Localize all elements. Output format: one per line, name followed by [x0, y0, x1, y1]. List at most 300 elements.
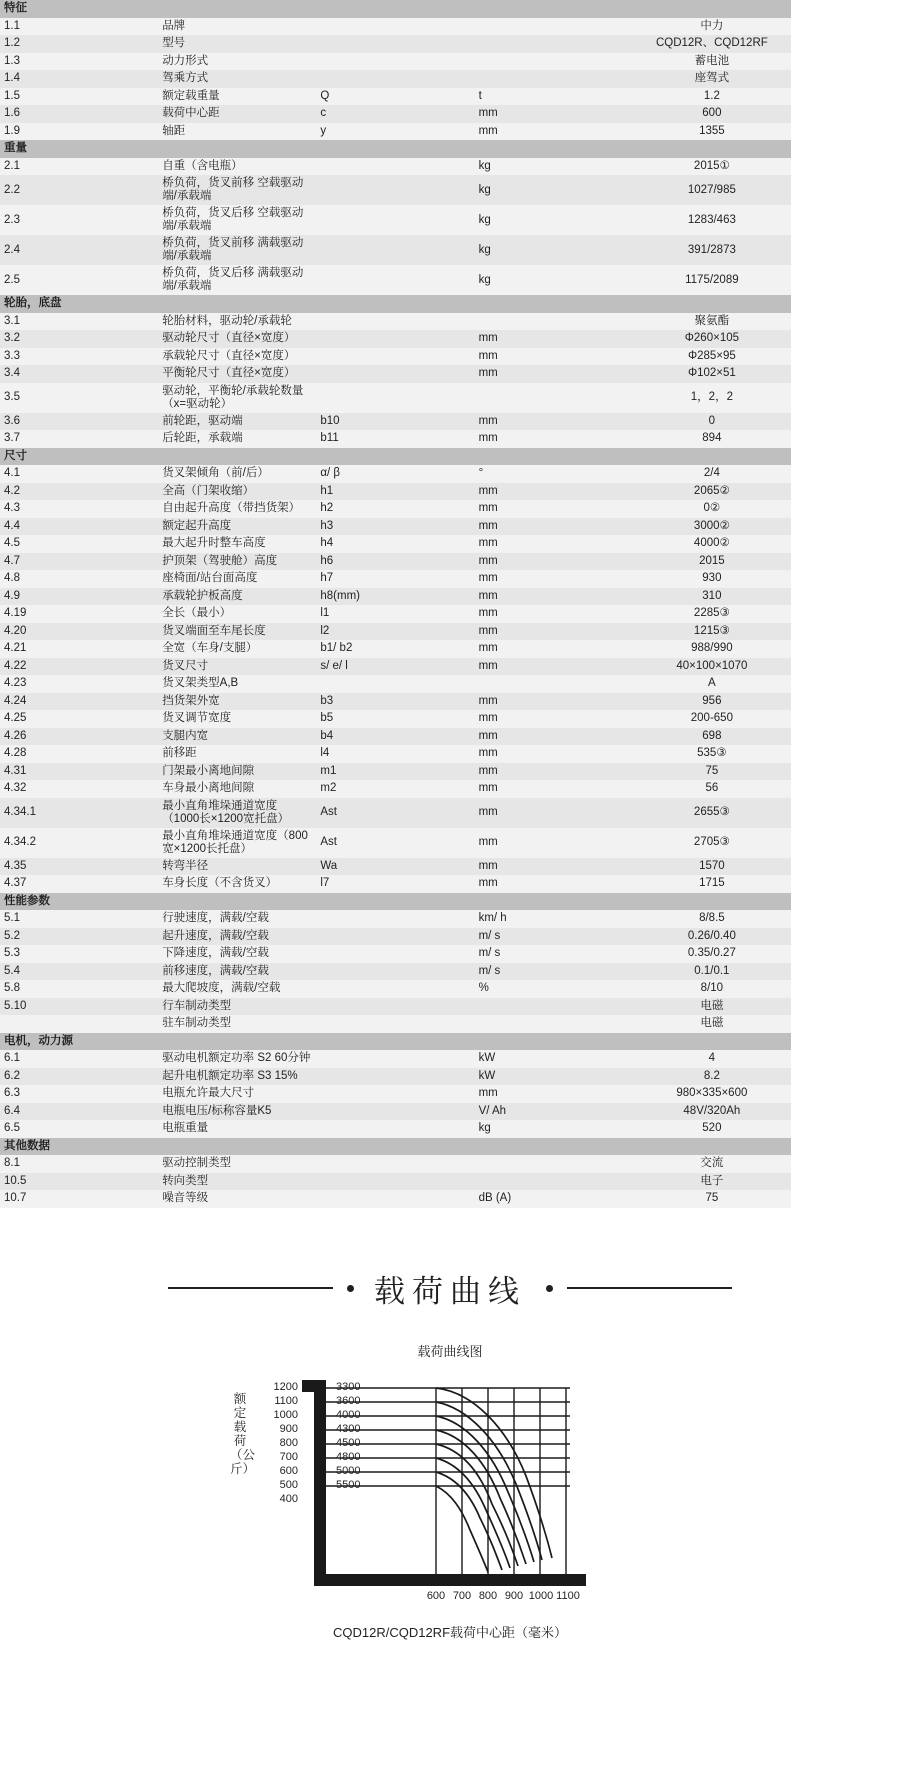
- spec-row-unit: mm: [475, 658, 633, 676]
- spec-row-name: 全高（门架收缩）: [158, 483, 316, 501]
- spec-row-symbol: [316, 963, 474, 981]
- spec-row-value: 4: [633, 1050, 791, 1068]
- spec-row-number: 3.1: [0, 313, 158, 331]
- spec-row-value: 电磁: [633, 1015, 791, 1033]
- spec-row-symbol: [316, 1190, 474, 1208]
- spec-section-title: 性能参数: [0, 893, 791, 911]
- spec-row-symbol: Ast: [316, 828, 474, 858]
- table-row: [0, 640, 791, 658]
- spec-row-symbol: [316, 313, 474, 331]
- spec-row-unit: [475, 53, 633, 71]
- spec-row-number: 6.3: [0, 1085, 158, 1103]
- spec-row-name: 载荷中心距: [158, 105, 316, 123]
- spec-row-number: 3.6: [0, 413, 158, 431]
- spec-row-symbol: b4: [316, 728, 474, 746]
- spec-row-number: 3.2: [0, 330, 158, 348]
- spec-row-symbol: [316, 158, 474, 176]
- table-row: [0, 35, 791, 53]
- heading-dot-left: [347, 1285, 354, 1292]
- chart-svg: [240, 1368, 660, 1608]
- spec-row-symbol: h2: [316, 500, 474, 518]
- chart-title: 载荷曲线图: [417, 1343, 483, 1359]
- spec-section-header: [0, 295, 791, 313]
- spec-row-unit: kW: [475, 1068, 633, 1086]
- spec-row-symbol: h4: [316, 535, 474, 553]
- spec-row-number: 6.5: [0, 1120, 158, 1138]
- spec-row-symbol: [316, 1173, 474, 1191]
- table-row: [0, 945, 791, 963]
- spec-row-name: 护顶架（驾驶舱）高度: [158, 553, 316, 571]
- spec-row-value: 48V/320Ah: [633, 1103, 791, 1121]
- spec-row-value: 391/2873: [633, 235, 791, 265]
- spec-row-value: 8/10: [633, 980, 791, 998]
- spec-row-name: 额定起升高度: [158, 518, 316, 536]
- spec-row-name: 轮胎材料，驱动轮/承载轮: [158, 313, 316, 331]
- spec-row-name: 前轮距，驱动端: [158, 413, 316, 431]
- spec-row-value: 310: [633, 588, 791, 606]
- table-row: [0, 1015, 791, 1033]
- spec-row-number: 4.28: [0, 745, 158, 763]
- spec-row-unit: mm: [475, 745, 633, 763]
- spec-row-unit: mm: [475, 858, 633, 876]
- table-row: [0, 1173, 791, 1191]
- spec-row-unit: [475, 35, 633, 53]
- table-row: [0, 763, 791, 781]
- spec-row-name: 电瓶重量: [158, 1120, 316, 1138]
- spec-row-number: 4.23: [0, 675, 158, 693]
- table-row: [0, 535, 791, 553]
- spec-row-name: 货叉尺寸: [158, 658, 316, 676]
- chart-y-axis-label: 额定载荷（公斤）: [230, 1391, 256, 1476]
- table-row: [0, 1120, 791, 1138]
- spec-row-symbol: [316, 18, 474, 36]
- spec-row-number: 5.4: [0, 963, 158, 981]
- table-row: [0, 710, 791, 728]
- spec-row-name: 货叉架倾角（前/后）: [158, 465, 316, 483]
- spec-row-value: 1，2，2: [633, 383, 791, 413]
- spec-row-value: 聚氨酯: [633, 313, 791, 331]
- spec-row-number: [0, 1015, 158, 1033]
- spec-row-name: 驱动轮，平衡轮/承载轮数量（x=驱动轮）: [158, 383, 316, 413]
- spec-row-value: 2285③: [633, 605, 791, 623]
- table-row: [0, 365, 791, 383]
- spec-row-unit: mm: [475, 413, 633, 431]
- spec-row-unit: mm: [475, 1085, 633, 1103]
- spec-row-unit: dB (A): [475, 1190, 633, 1208]
- chart-lift-height-label: 3300: [336, 1380, 361, 1393]
- spec-row-value: A: [633, 675, 791, 693]
- table-row: [0, 963, 791, 981]
- spec-row-name: 驱动控制类型: [158, 1155, 316, 1173]
- spec-row-symbol: [316, 235, 474, 265]
- spec-section-header: [0, 448, 791, 466]
- spec-row-symbol: [316, 365, 474, 383]
- spec-row-name: 电瓶电压/标称容量K5: [158, 1103, 316, 1121]
- spec-row-name: 动力形式: [158, 53, 316, 71]
- spec-row-name: 前移速度，满载/空载: [158, 963, 316, 981]
- spec-row-unit: °: [475, 465, 633, 483]
- spec-row-unit: kg: [475, 235, 633, 265]
- spec-row-symbol: Q: [316, 88, 474, 106]
- spec-row-symbol: [316, 175, 474, 205]
- spec-row-unit: mm: [475, 348, 633, 366]
- spec-row-value: 980×335×600: [633, 1085, 791, 1103]
- spec-row-number: 4.20: [0, 623, 158, 641]
- spec-row-name: 车身最小离地间隙: [158, 780, 316, 798]
- spec-row-name: 货叉架类型A,B: [158, 675, 316, 693]
- spec-row-name: 承载轮尺寸（直径×宽度）: [158, 348, 316, 366]
- spec-row-symbol: m2: [316, 780, 474, 798]
- spec-row-symbol: [316, 53, 474, 71]
- spec-row-value: 2655③: [633, 798, 791, 828]
- chart-xtick: 900: [504, 1589, 524, 1602]
- spec-row-name: 最小直角堆垛通道宽度（1000长×1200宽托盘）: [158, 798, 316, 828]
- spec-row-unit: %: [475, 980, 633, 998]
- spec-row-unit: m/ s: [475, 928, 633, 946]
- table-row: [0, 483, 791, 501]
- spec-row-name: 驻车制动类型: [158, 1015, 316, 1033]
- spec-row-unit: [475, 70, 633, 88]
- spec-row-unit: mm: [475, 588, 633, 606]
- spec-section-title: 重量: [0, 140, 791, 158]
- table-row: [0, 693, 791, 711]
- spec-row-value: 520: [633, 1120, 791, 1138]
- spec-row-value: 698: [633, 728, 791, 746]
- spec-row-name: 最大起升时整车高度: [158, 535, 316, 553]
- spec-row-number: 4.3: [0, 500, 158, 518]
- spec-row-name: 起升速度，满载/空载: [158, 928, 316, 946]
- spec-row-unit: mm: [475, 763, 633, 781]
- chart-ytick: 800: [279, 1436, 298, 1449]
- spec-row-symbol: Wa: [316, 858, 474, 876]
- spec-row-value: 2/4: [633, 465, 791, 483]
- spec-section-header: [0, 1138, 791, 1156]
- chart-xtick: 1000: [528, 1589, 554, 1602]
- spec-row-name: 挡货架外宽: [158, 693, 316, 711]
- table-row: [0, 205, 791, 235]
- spec-row-unit: m/ s: [475, 963, 633, 981]
- spec-row-number: 1.9: [0, 123, 158, 141]
- spec-row-number: 4.21: [0, 640, 158, 658]
- spec-row-name: 行车制动类型: [158, 998, 316, 1016]
- table-row: [0, 18, 791, 36]
- chart-lift-height-label: 4500: [336, 1436, 361, 1449]
- chart-ytick: 400: [279, 1492, 298, 1505]
- spec-row-value: 75: [633, 763, 791, 781]
- spec-row-unit: mm: [475, 623, 633, 641]
- spec-row-number: 4.32: [0, 780, 158, 798]
- spec-row-number: 4.26: [0, 728, 158, 746]
- spec-row-unit: mm: [475, 828, 633, 858]
- chart-ytick: 900: [279, 1422, 298, 1435]
- spec-row-symbol: [316, 1120, 474, 1138]
- spec-row-value: 600: [633, 105, 791, 123]
- spec-row-symbol: c: [316, 105, 474, 123]
- spec-row-value: 电磁: [633, 998, 791, 1016]
- spec-row-unit: mm: [475, 728, 633, 746]
- spec-section-header: [0, 893, 791, 911]
- spec-row-symbol: h8(mm): [316, 588, 474, 606]
- spec-row-number: 2.2: [0, 175, 158, 205]
- spec-row-number: 4.2: [0, 483, 158, 501]
- spec-row-unit: kg: [475, 158, 633, 176]
- spec-row-unit: mm: [475, 105, 633, 123]
- table-row: [0, 265, 791, 295]
- spec-row-unit: mm: [475, 330, 633, 348]
- spec-row-value: 3000②: [633, 518, 791, 536]
- table-row: [0, 570, 791, 588]
- spec-row-symbol: [316, 330, 474, 348]
- spec-row-value: 1283/463: [633, 205, 791, 235]
- chart-ytick: 600: [279, 1464, 298, 1477]
- spec-section-header: [0, 1033, 791, 1051]
- spec-row-symbol: [316, 945, 474, 963]
- spec-row-value: 535③: [633, 745, 791, 763]
- chart-caption: CQD12R/CQD12RF载荷中心距（毫米）: [332, 1624, 568, 1640]
- spec-row-number: 10.5: [0, 1173, 158, 1191]
- spec-row-number: 6.2: [0, 1068, 158, 1086]
- spec-row-value: 0.35/0.27: [633, 945, 791, 963]
- spec-row-symbol: [316, 348, 474, 366]
- spec-section-title: 尺寸: [0, 448, 791, 466]
- chart-xtick: 800: [478, 1589, 498, 1602]
- spec-row-name: 轴距: [158, 123, 316, 141]
- spec-row-name: 型号: [158, 35, 316, 53]
- table-row: [0, 500, 791, 518]
- table-row: [0, 518, 791, 536]
- spec-section-title: 电机，动力源: [0, 1033, 791, 1051]
- chart-ytick: 500: [279, 1478, 298, 1491]
- spec-row-name: 最小直角堆垛通道宽度（800宽×1200长托盘）: [158, 828, 316, 858]
- table-row: [0, 348, 791, 366]
- spec-row-name: 货叉端面至车尾长度: [158, 623, 316, 641]
- spec-row-unit: m/ s: [475, 945, 633, 963]
- spec-row-symbol: [316, 1050, 474, 1068]
- spec-row-value: 蓄电池: [633, 53, 791, 71]
- spec-row-name: 品牌: [158, 18, 316, 36]
- spec-row-symbol: [316, 1015, 474, 1033]
- spec-row-unit: kg: [475, 1120, 633, 1138]
- spec-row-unit: [475, 383, 633, 413]
- spec-row-symbol: h3: [316, 518, 474, 536]
- spec-row-number: 4.35: [0, 858, 158, 876]
- spec-row-number: 4.31: [0, 763, 158, 781]
- spec-row-name: 承载轮护板高度: [158, 588, 316, 606]
- spec-row-name: 前移距: [158, 745, 316, 763]
- spec-row-symbol: h1: [316, 483, 474, 501]
- chart-lift-height-label: 4000: [336, 1408, 361, 1421]
- load-capacity-chart: [230, 1368, 660, 1608]
- spec-row-number: 5.2: [0, 928, 158, 946]
- table-row: [0, 70, 791, 88]
- spec-row-name: 起升电机额定功率 S3 15%: [158, 1068, 316, 1086]
- spec-row-value: 75: [633, 1190, 791, 1208]
- spec-row-name: 座椅面/站台面高度: [158, 570, 316, 588]
- spec-row-value: Φ260×105: [633, 330, 791, 348]
- spec-row-value: 8/8.5: [633, 910, 791, 928]
- spec-row-symbol: l4: [316, 745, 474, 763]
- spec-row-number: 5.3: [0, 945, 158, 963]
- table-row: [0, 430, 791, 448]
- table-row: [0, 605, 791, 623]
- spec-row-unit: mm: [475, 640, 633, 658]
- table-row: [0, 928, 791, 946]
- table-row: [0, 623, 791, 641]
- table-row: [0, 658, 791, 676]
- spec-row-value: 电子: [633, 1173, 791, 1191]
- spec-row-unit: mm: [475, 693, 633, 711]
- spec-row-unit: [475, 18, 633, 36]
- spec-row-value: CQD12R、CQD12RF: [633, 35, 791, 53]
- table-row: [0, 780, 791, 798]
- spec-row-number: 4.4: [0, 518, 158, 536]
- spec-row-name: 额定载重量: [158, 88, 316, 106]
- spec-row-name: 转弯半径: [158, 858, 316, 876]
- table-row: [0, 980, 791, 998]
- spec-row-symbol: b11: [316, 430, 474, 448]
- table-row: [0, 1068, 791, 1086]
- table-row: [0, 675, 791, 693]
- table-row: [0, 1155, 791, 1173]
- chart-gridlines: [326, 1388, 570, 1486]
- spec-row-unit: [475, 1015, 633, 1033]
- spec-row-name: 后轮距，承载端: [158, 430, 316, 448]
- table-row: [0, 1085, 791, 1103]
- spec-row-number: 3.4: [0, 365, 158, 383]
- spec-row-value: 1175/2089: [633, 265, 791, 295]
- spec-row-unit: mm: [475, 780, 633, 798]
- spec-row-value: Φ102×51: [633, 365, 791, 383]
- spec-row-symbol: [316, 1068, 474, 1086]
- chart-lift-height-label: 4300: [336, 1422, 361, 1435]
- spec-row-unit: t: [475, 88, 633, 106]
- spec-row-number: 4.37: [0, 875, 158, 893]
- spec-row-symbol: Ast: [316, 798, 474, 828]
- spec-row-name: 平衡轮尺寸（直径×宽度）: [158, 365, 316, 383]
- spec-row-value: 894: [633, 430, 791, 448]
- spec-row-value: 956: [633, 693, 791, 711]
- spec-row-name: 最大爬坡度，满载/空载: [158, 980, 316, 998]
- spec-row-number: 4.1: [0, 465, 158, 483]
- spec-row-unit: [475, 675, 633, 693]
- spec-row-unit: km/ h: [475, 910, 633, 928]
- spec-row-number: 5.1: [0, 910, 158, 928]
- chart-ytick: 1200: [273, 1380, 298, 1393]
- spec-row-name: 下降速度，满载/空载: [158, 945, 316, 963]
- table-row: [0, 875, 791, 893]
- table-row: [0, 383, 791, 413]
- spec-row-value: 2015: [633, 553, 791, 571]
- spec-row-unit: kg: [475, 205, 633, 235]
- chart-xtick: 1100: [556, 1589, 580, 1602]
- spec-section-title: 其他数据: [0, 1138, 791, 1156]
- table-row: [0, 465, 791, 483]
- spec-row-name: 转向类型: [158, 1173, 316, 1191]
- spec-row-number: 4.22: [0, 658, 158, 676]
- spec-row-number: 4.5: [0, 535, 158, 553]
- spec-row-unit: [475, 1155, 633, 1173]
- spec-row-number: 3.5: [0, 383, 158, 413]
- spec-row-symbol: [316, 70, 474, 88]
- spec-row-symbol: [316, 35, 474, 53]
- spec-row-unit: [475, 1173, 633, 1191]
- spec-row-name: 桥负荷，货叉后移 空载驱动端/承载端: [158, 205, 316, 235]
- spec-row-unit: [475, 313, 633, 331]
- spec-row-number: 4.9: [0, 588, 158, 606]
- spec-row-value: 2015①: [633, 158, 791, 176]
- spec-row-unit: mm: [475, 553, 633, 571]
- spec-row-unit: kW: [475, 1050, 633, 1068]
- spec-row-name: 车身长度（不含货叉）: [158, 875, 316, 893]
- spec-row-value: 0.26/0.40: [633, 928, 791, 946]
- spec-row-number: 4.7: [0, 553, 158, 571]
- spec-row-value: 1715: [633, 875, 791, 893]
- table-row: [0, 828, 791, 858]
- spec-row-unit: mm: [475, 365, 633, 383]
- spec-row-value: Φ285×95: [633, 348, 791, 366]
- spec-row-number: 6.1: [0, 1050, 158, 1068]
- spec-row-symbol: [316, 980, 474, 998]
- table-row: [0, 910, 791, 928]
- spec-row-value: 40×100×1070: [633, 658, 791, 676]
- spec-row-number: 1.5: [0, 88, 158, 106]
- chart-xtick: 700: [452, 1589, 472, 1602]
- load-curve-title: 载荷曲线: [374, 1273, 526, 1309]
- spec-row-name: 支腿内宽: [158, 728, 316, 746]
- spec-row-number: 2.3: [0, 205, 158, 235]
- spec-row-name: 自重（含电瓶）: [158, 158, 316, 176]
- spec-row-unit: mm: [475, 570, 633, 588]
- spec-row-symbol: [316, 265, 474, 295]
- spec-row-unit: mm: [475, 875, 633, 893]
- spec-row-symbol: s/ e/ l: [316, 658, 474, 676]
- chart-lift-height-label: 4800: [336, 1450, 361, 1463]
- spec-row-symbol: b1/ b2: [316, 640, 474, 658]
- spec-section-header: [0, 0, 791, 18]
- spec-row-name: 自由起升高度（带挡货架）: [158, 500, 316, 518]
- spec-section-title: 轮胎，底盘: [0, 295, 791, 313]
- spec-row-name: 行驶速度，满载/空载: [158, 910, 316, 928]
- table-row: [0, 413, 791, 431]
- spec-row-number: 4.24: [0, 693, 158, 711]
- spec-row-name: 噪音等级: [158, 1190, 316, 1208]
- table-row: [0, 858, 791, 876]
- chart-ytick: 1100: [274, 1394, 298, 1407]
- spec-row-symbol: h7: [316, 570, 474, 588]
- load-curve-heading: [0, 1266, 900, 1311]
- spec-row-symbol: y: [316, 123, 474, 141]
- spec-row-number: 4.19: [0, 605, 158, 623]
- spec-row-name: 桥负荷，货叉前移 满载驱动端/承载端: [158, 235, 316, 265]
- spec-row-number: 4.8: [0, 570, 158, 588]
- spec-row-value: 中力: [633, 18, 791, 36]
- spec-row-symbol: [316, 1155, 474, 1173]
- spec-row-number: 5.10: [0, 998, 158, 1016]
- spec-row-value: 2065②: [633, 483, 791, 501]
- table-row: [0, 998, 791, 1016]
- spec-row-symbol: [316, 928, 474, 946]
- spec-row-unit: kg: [475, 265, 633, 295]
- chart-lift-height-label: 5000: [336, 1464, 361, 1477]
- table-row: [0, 330, 791, 348]
- chart-ytick: 700: [279, 1450, 298, 1463]
- spec-row-number: 10.7: [0, 1190, 158, 1208]
- heading-dot-right: [546, 1285, 553, 1292]
- heading-rule-left: [168, 1287, 333, 1289]
- spec-row-name: 驾乘方式: [158, 70, 316, 88]
- spec-row-value: 1570: [633, 858, 791, 876]
- spec-row-name: 驱动轮尺寸（直径×宽度）: [158, 330, 316, 348]
